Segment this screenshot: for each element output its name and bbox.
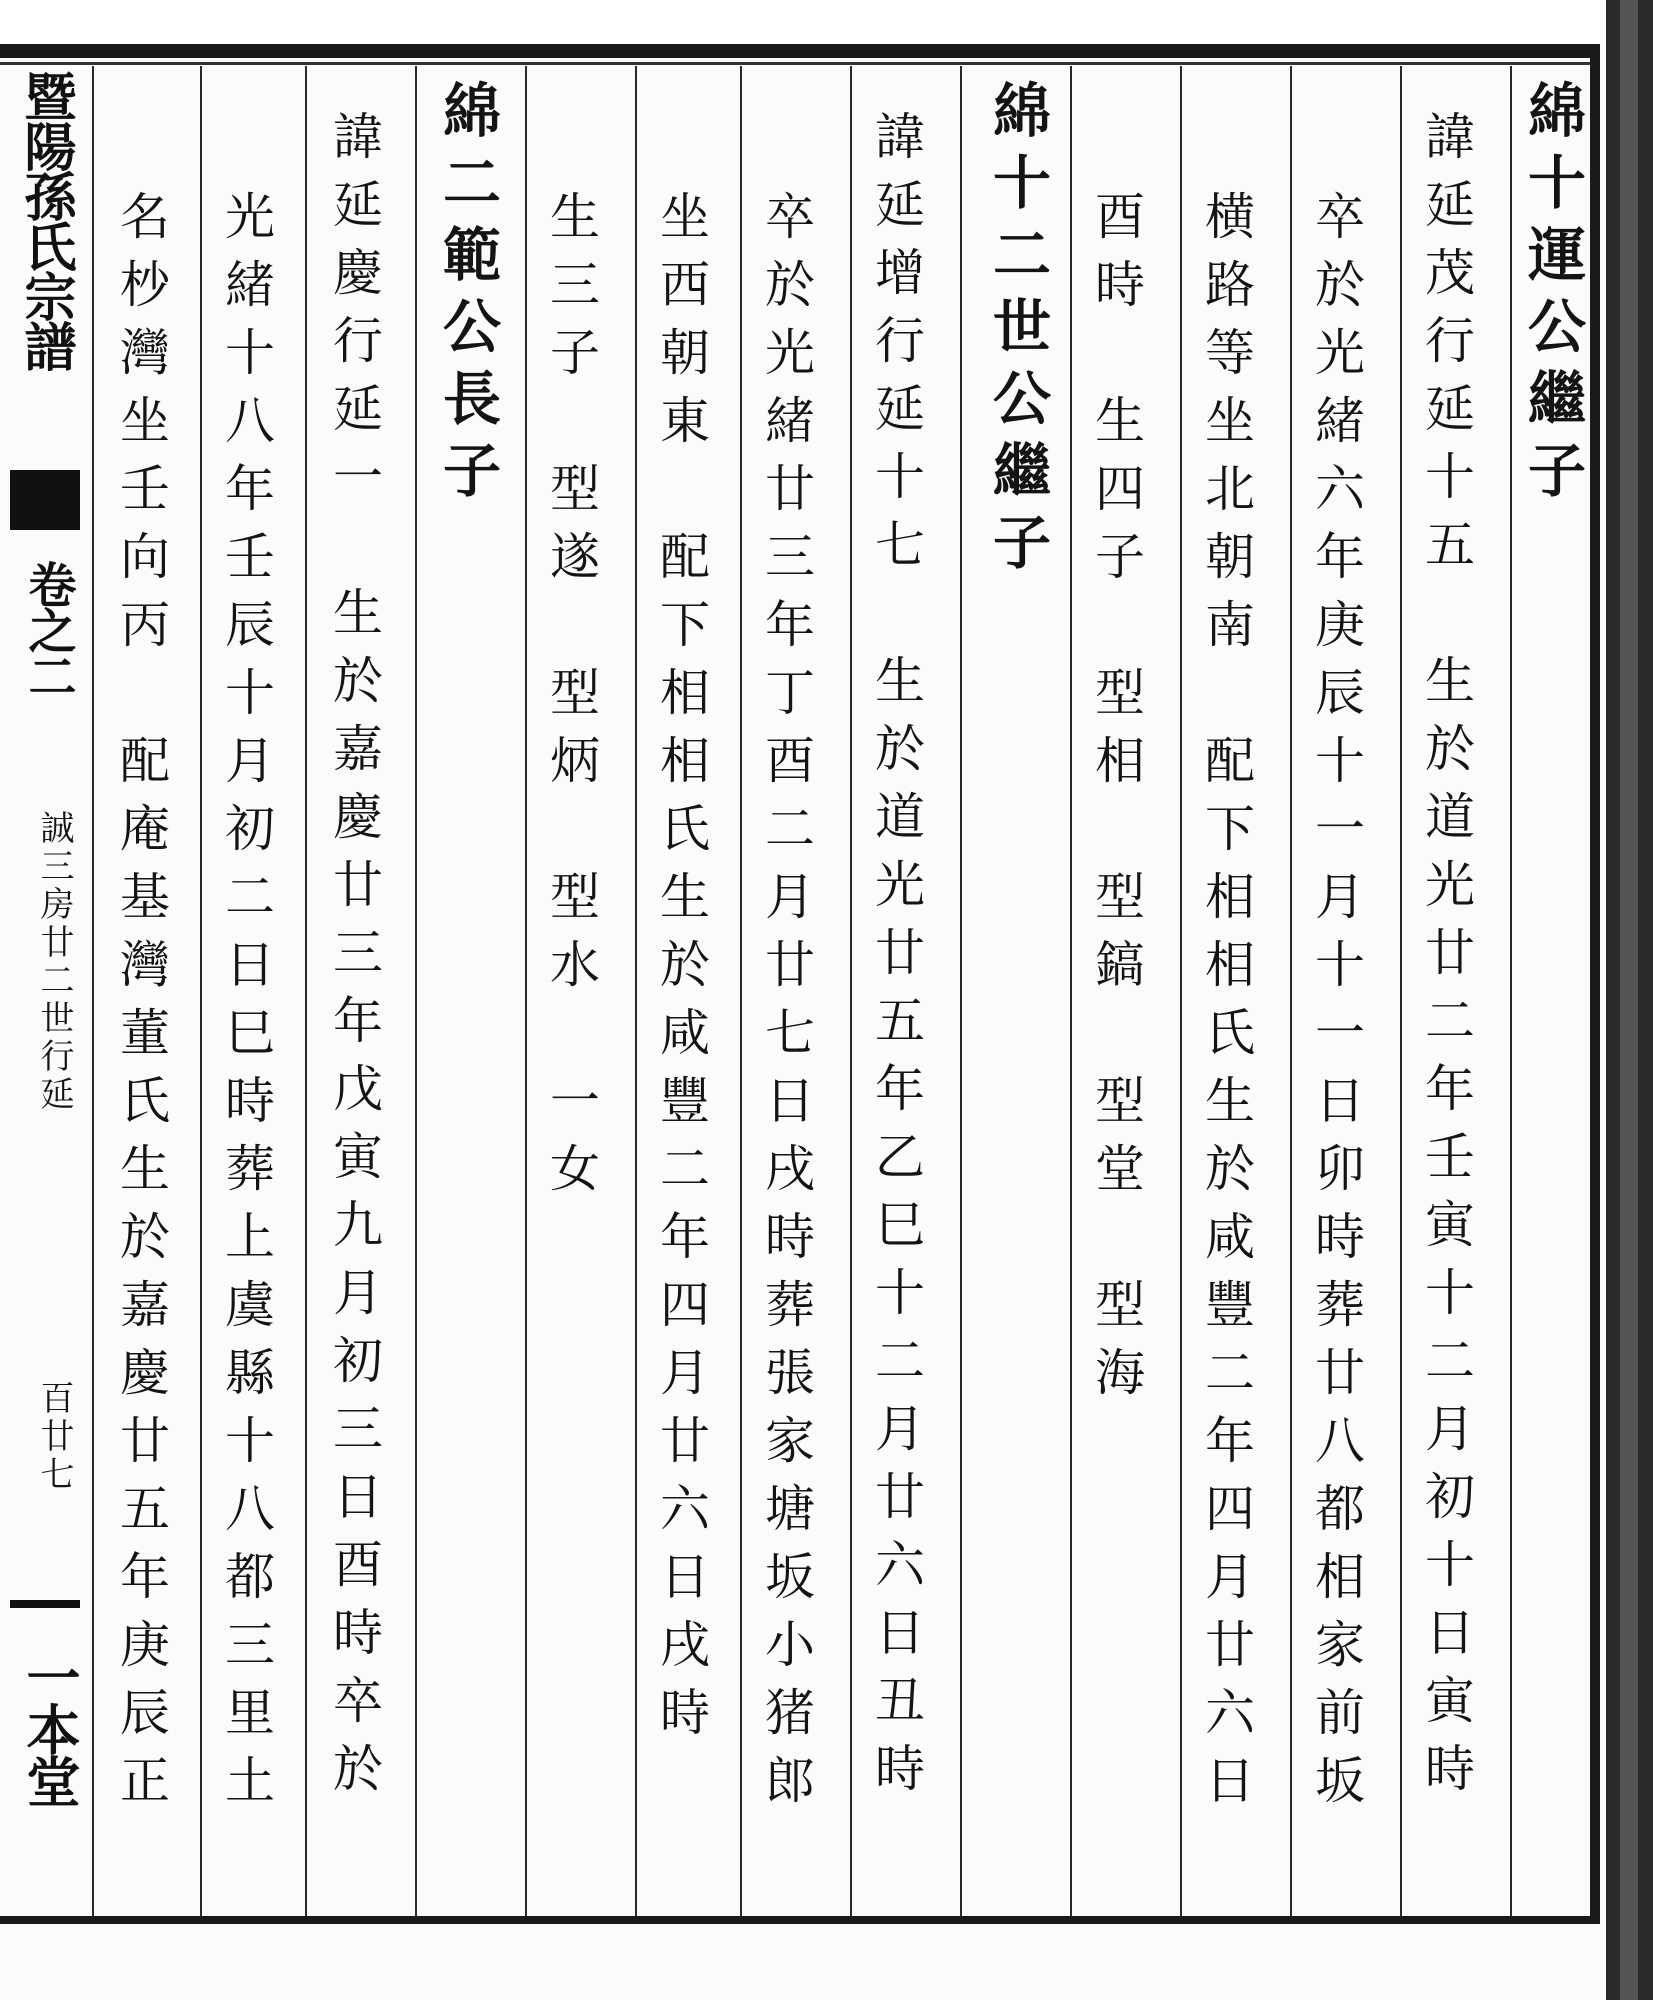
- column-divider: [200, 66, 202, 1916]
- entry-heading: 綿十運公繼子: [1518, 80, 1586, 512]
- text-column: 卒於光緒六年庚辰十一月十一日卯時葬廿八都相家前坂: [1307, 190, 1365, 1822]
- text-column: 名杪灣坐壬向丙 配庵基灣董氏生於嘉慶廿五年庚辰正: [112, 190, 170, 1822]
- column-divider: [1180, 66, 1182, 1916]
- top-margin: [0, 0, 1600, 44]
- hall-name: 一本堂: [18, 1650, 82, 1806]
- margin-divider: [92, 66, 94, 1916]
- text-column: 生三子 型遂 型炳 型水 一女: [542, 190, 600, 1210]
- text-column: 諱延茂行延十五 生於道光廿二年壬寅十二月初十日寅時: [1417, 110, 1475, 1810]
- text-column: 坐西朝東 配下相相氏生於咸豐二年四月廿六日戌時: [652, 190, 710, 1754]
- column-divider: [525, 66, 527, 1916]
- column-divider: [1070, 66, 1072, 1916]
- entry-heading: 綿二範公長子: [433, 80, 501, 512]
- column-divider: [305, 66, 307, 1916]
- top-border: [0, 44, 1600, 58]
- branch-label: 誠三房廿二世行延: [34, 810, 74, 1114]
- column-divider: [1290, 66, 1292, 1916]
- column-divider: [635, 66, 637, 1916]
- text-column: 光緒十八年壬辰十月初二日巳時葬上虞縣十八都三里土: [217, 190, 275, 1822]
- book-title: 暨陽孫氏宗譜: [15, 70, 76, 370]
- column-divider: [415, 66, 417, 1916]
- column-divider: [1400, 66, 1402, 1916]
- fishtail-mark: [10, 470, 80, 530]
- top-border-inner: [0, 62, 1600, 65]
- bottom-border: [0, 1916, 1600, 1924]
- text-column: 横路等坐北朝南 配下相相氏生於咸豐二年四月廿六日: [1197, 190, 1255, 1822]
- margin-rule: [10, 1600, 80, 1608]
- column-divider: [960, 66, 962, 1916]
- column-divider: [740, 66, 742, 1916]
- column-divider: [850, 66, 852, 1916]
- text-column: 諱延慶行延一 生於嘉慶廿三年戊寅九月初三日酉時卒於: [325, 110, 383, 1810]
- text-column: 卒於光緒廿三年丁酉二月廿七日戌時葬張家塘坂小猪郎: [757, 190, 815, 1822]
- binding-edge-inner: [1620, 0, 1638, 2000]
- entry-heading: 綿十二世公繼子: [983, 80, 1051, 584]
- page-number: 百廿七: [34, 1380, 74, 1494]
- text-column: 諱延增行延十七 生於道光廿五年乙巳十二月廿六日丑時: [867, 110, 925, 1810]
- text-column: 酉時 生四子 型相 型鎬 型堂 型海: [1087, 190, 1145, 1414]
- volume-label: 卷之二: [20, 560, 76, 698]
